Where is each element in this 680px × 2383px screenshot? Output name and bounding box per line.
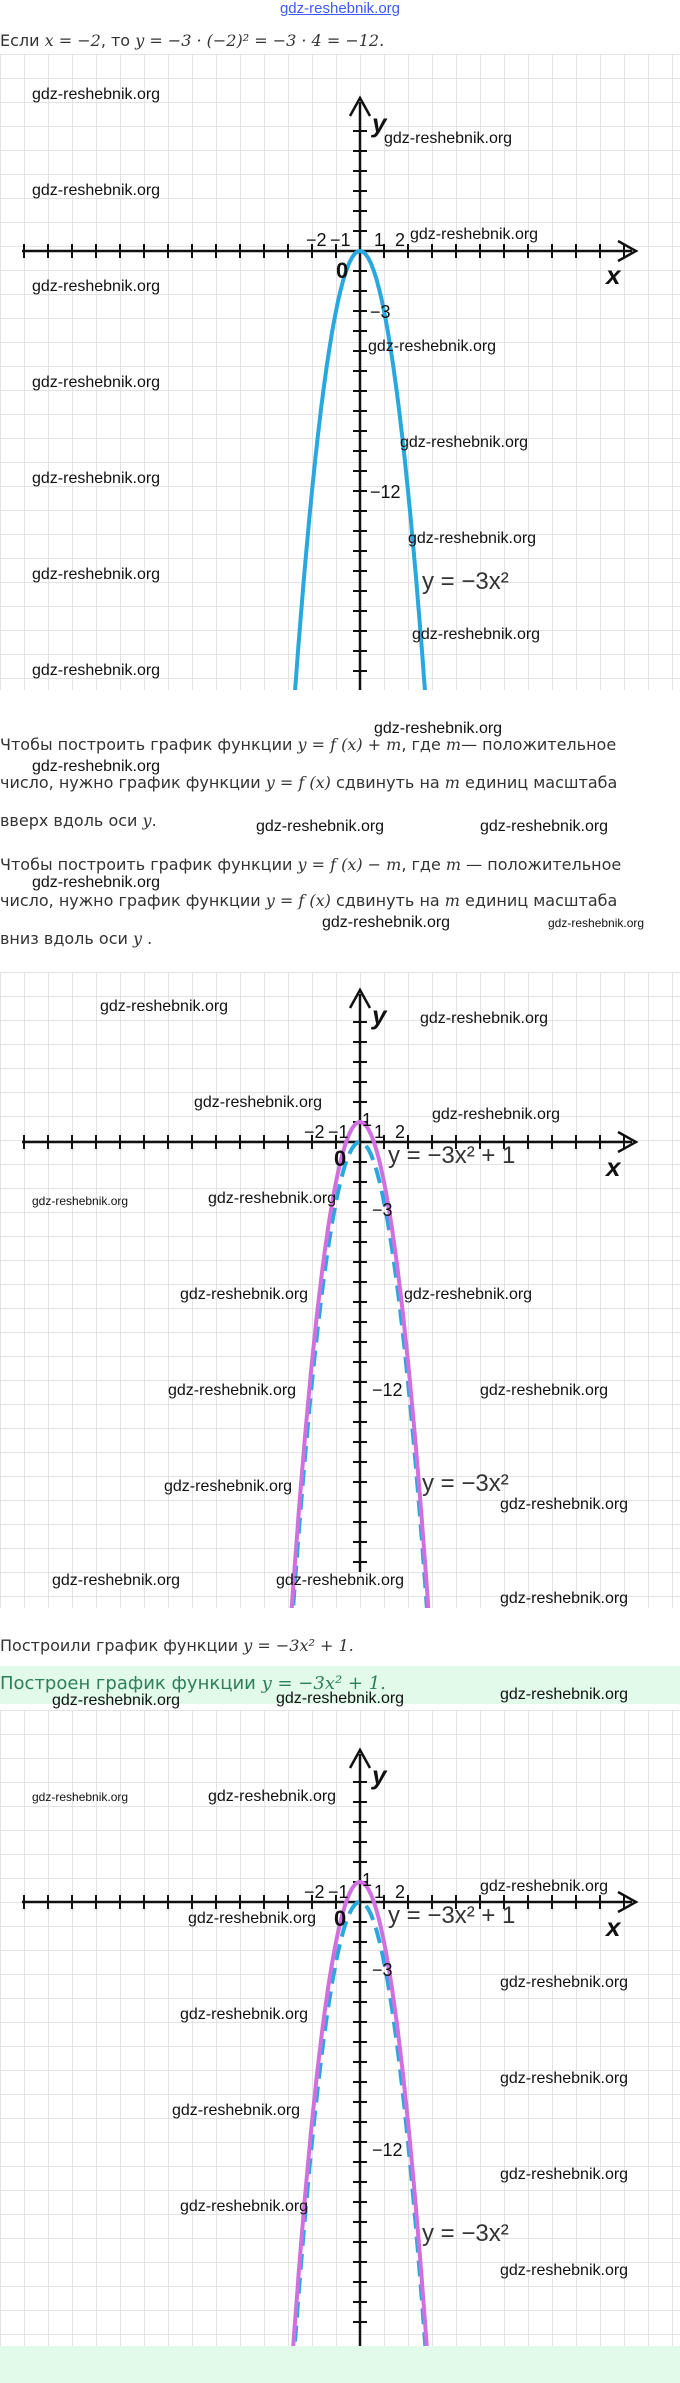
watermark: gdz-reshebnik.org	[32, 374, 161, 391]
text: единиц масштаба	[459, 891, 618, 910]
watermark: gdz-reshebnik.org	[368, 338, 497, 355]
watermark: gdz-reshebnik.org	[32, 182, 161, 199]
watermark: gdz-reshebnik.org	[420, 1010, 549, 1027]
watermark: gdz-reshebnik.org	[164, 1478, 293, 1495]
text: — положительное	[461, 855, 622, 874]
watermark: gdz-reshebnik.org	[322, 914, 451, 931]
watermark: gdz-reshebnik.org	[194, 1094, 323, 1111]
tick-label-neg2: −2	[304, 1122, 325, 1142]
paragraph-1-line-3	[0, 810, 157, 832]
watermark: gdz-reshebnik.org	[180, 2198, 309, 2215]
watermark: gdz-reshebnik.org	[374, 720, 503, 737]
curve-label: y = −3x²	[422, 568, 509, 595]
formula: y = −3x² + 1.	[243, 1636, 354, 1655]
watermark: gdz-reshebnik.org	[548, 916, 645, 930]
formula: y = f (x) + m	[297, 735, 402, 754]
formula: y = f (x) − m	[297, 855, 402, 874]
text: вниз вдоль оси	[0, 929, 133, 948]
y-axis-label: y	[372, 1760, 387, 1790]
watermark: gdz-reshebnik.org	[410, 226, 539, 243]
text: число, нужно график функции	[0, 773, 266, 792]
origin-label: 0	[336, 258, 349, 283]
watermark: gdz-reshebnik.org	[276, 1690, 405, 1707]
curve-label-base: y = −3x²	[422, 1470, 509, 1497]
y-axis-label: y	[372, 108, 387, 138]
watermark: gdz-reshebnik.org	[500, 1686, 629, 1703]
watermark: gdz-reshebnik.org	[32, 758, 161, 775]
watermark: gdz-reshebnik.org	[408, 530, 537, 547]
watermark: gdz-reshebnik.org	[32, 874, 161, 891]
tick-label-y1: 1	[362, 1870, 373, 1890]
watermark: gdz-reshebnik.org	[32, 470, 161, 487]
text: , где	[401, 735, 446, 754]
intro-expression: y = −3 · (−2)² = −3 · 4 = −12.	[135, 31, 385, 50]
graph-2	[0, 972, 680, 1608]
intro-condition: x = −2	[44, 31, 101, 50]
graph-3	[0, 1710, 680, 2346]
tick-label-neg2: −2	[306, 230, 327, 250]
text: Построили график функции	[0, 1636, 244, 1655]
intro-mid: , то	[100, 31, 136, 50]
watermark: gdz-reshebnik.org	[52, 1572, 181, 1589]
x-axis-label: x	[606, 260, 621, 290]
watermark: gdz-reshebnik.org	[32, 278, 161, 295]
formula: y	[142, 811, 152, 830]
paragraph-1-line-1	[0, 734, 616, 756]
formula: m	[445, 735, 462, 754]
tick-label-neg3: −3	[370, 302, 391, 322]
curve-label-shifted: y = −3x² + 1	[388, 1902, 516, 1929]
tick-label-neg3: −3	[372, 1960, 393, 1980]
tick-label-2: 2	[395, 1882, 406, 1902]
y-axis-label: y	[372, 1000, 387, 1030]
tick-label-neg2: −2	[304, 1882, 325, 1902]
text: вверх вдоль оси	[0, 811, 143, 830]
watermark: gdz-reshebnik.org	[180, 2006, 309, 2023]
formula: y = f (x)	[265, 891, 331, 910]
tick-label-2: 2	[395, 1122, 406, 1142]
watermark: gdz-reshebnik.org	[168, 1382, 297, 1399]
watermark: gdz-reshebnik.org	[500, 2166, 629, 2183]
watermark: gdz-reshebnik.org	[276, 1572, 405, 1589]
tick-label-neg12: −12	[372, 1380, 403, 1400]
site-link[interactable]: gdz-reshebnik.org	[279, 0, 401, 17]
watermark: gdz-reshebnik.org	[32, 662, 161, 679]
text: сдвинуть на	[330, 891, 445, 910]
watermark: gdz-reshebnik.org	[208, 1190, 337, 1207]
watermark: gdz-reshebnik.org	[188, 1910, 317, 1927]
paragraph-1-line-2	[0, 772, 617, 794]
formula: y	[132, 929, 143, 948]
curve-label-base: y = −3x²	[422, 2220, 509, 2247]
watermark: gdz-reshebnik.org	[400, 434, 529, 451]
text: .	[151, 811, 157, 830]
formula: m	[444, 773, 460, 792]
text: число, нужно график функции	[0, 891, 266, 910]
intro-prefix: Если	[0, 31, 45, 50]
formula: y = f (x)	[265, 773, 331, 792]
formula: m	[445, 855, 462, 874]
watermark: gdz-reshebnik.org	[100, 998, 229, 1015]
x-axis-label: x	[606, 1912, 621, 1942]
built-line	[0, 1635, 354, 1657]
paragraph-2-line-2	[0, 890, 617, 912]
tick-label-y1: 1	[362, 1110, 373, 1130]
x-axis-label: x	[606, 1152, 621, 1182]
watermark: gdz-reshebnik.org	[208, 1788, 337, 1805]
watermark: gdz-reshebnik.org	[384, 130, 513, 147]
text: Чтобы построить график функции	[0, 735, 298, 754]
formula: y = −3x² + 1.	[261, 1673, 386, 1694]
origin-label: 0	[334, 1906, 347, 1931]
paragraph-2-line-3	[0, 928, 152, 950]
watermark: gdz-reshebnik.org	[480, 1382, 609, 1399]
watermark: gdz-reshebnik.org	[500, 1974, 629, 1991]
intro-line	[0, 30, 384, 52]
watermark: gdz-reshebnik.org	[480, 818, 609, 835]
watermark: gdz-reshebnik.org	[32, 86, 161, 103]
text: сдвинуть на	[330, 773, 445, 792]
tick-label-neg3: −3	[372, 1200, 393, 1220]
text: Чтобы построить график функции	[0, 855, 298, 874]
text: Построен график функции	[0, 1673, 262, 1694]
watermark: gdz-reshebnik.org	[256, 818, 385, 835]
watermark: gdz-reshebnik.org	[432, 1106, 561, 1123]
text: единиц масштаба	[459, 773, 618, 792]
tick-label-neg12: −12	[372, 2140, 403, 2160]
tick-label-neg12: −12	[370, 482, 401, 502]
tick-label-1: 1	[374, 1882, 385, 1902]
graph-1	[0, 54, 680, 690]
tick-label-1: 1	[374, 230, 385, 250]
watermark: gdz-reshebnik.org	[404, 1286, 533, 1303]
text: .	[142, 929, 153, 948]
watermark: gdz-reshebnik.org	[52, 1692, 181, 1709]
watermark: gdz-reshebnik.org	[500, 1590, 629, 1607]
watermark: gdz-reshebnik.org	[480, 1878, 609, 1895]
origin-label: 0	[334, 1146, 347, 1171]
formula: m	[444, 891, 460, 910]
watermark: gdz-reshebnik.org	[500, 1496, 629, 1513]
watermark: gdz-reshebnik.org	[412, 626, 541, 643]
watermark: gdz-reshebnik.org	[32, 1194, 129, 1208]
text: , где	[401, 855, 446, 874]
paragraph-2-line-1	[0, 854, 621, 876]
watermark: gdz-reshebnik.org	[500, 2070, 629, 2087]
tick-label-neg1: −1	[330, 230, 351, 250]
tick-label-1: 1	[374, 1122, 385, 1142]
curve-label-shifted: y = −3x² + 1	[388, 1142, 516, 1169]
watermark: gdz-reshebnik.org	[180, 1286, 309, 1303]
text: — положительное	[461, 735, 617, 754]
tick-label-neg1: −1	[328, 1122, 349, 1142]
watermark: gdz-reshebnik.org	[32, 1790, 129, 1804]
bottom-band	[0, 2346, 680, 2383]
watermark: gdz-reshebnik.org	[500, 2262, 629, 2279]
watermark: gdz-reshebnik.org	[32, 566, 161, 583]
tick-label-neg1: −1	[328, 1882, 349, 1902]
tick-label-2: 2	[395, 230, 406, 250]
watermark: gdz-reshebnik.org	[172, 2102, 301, 2119]
